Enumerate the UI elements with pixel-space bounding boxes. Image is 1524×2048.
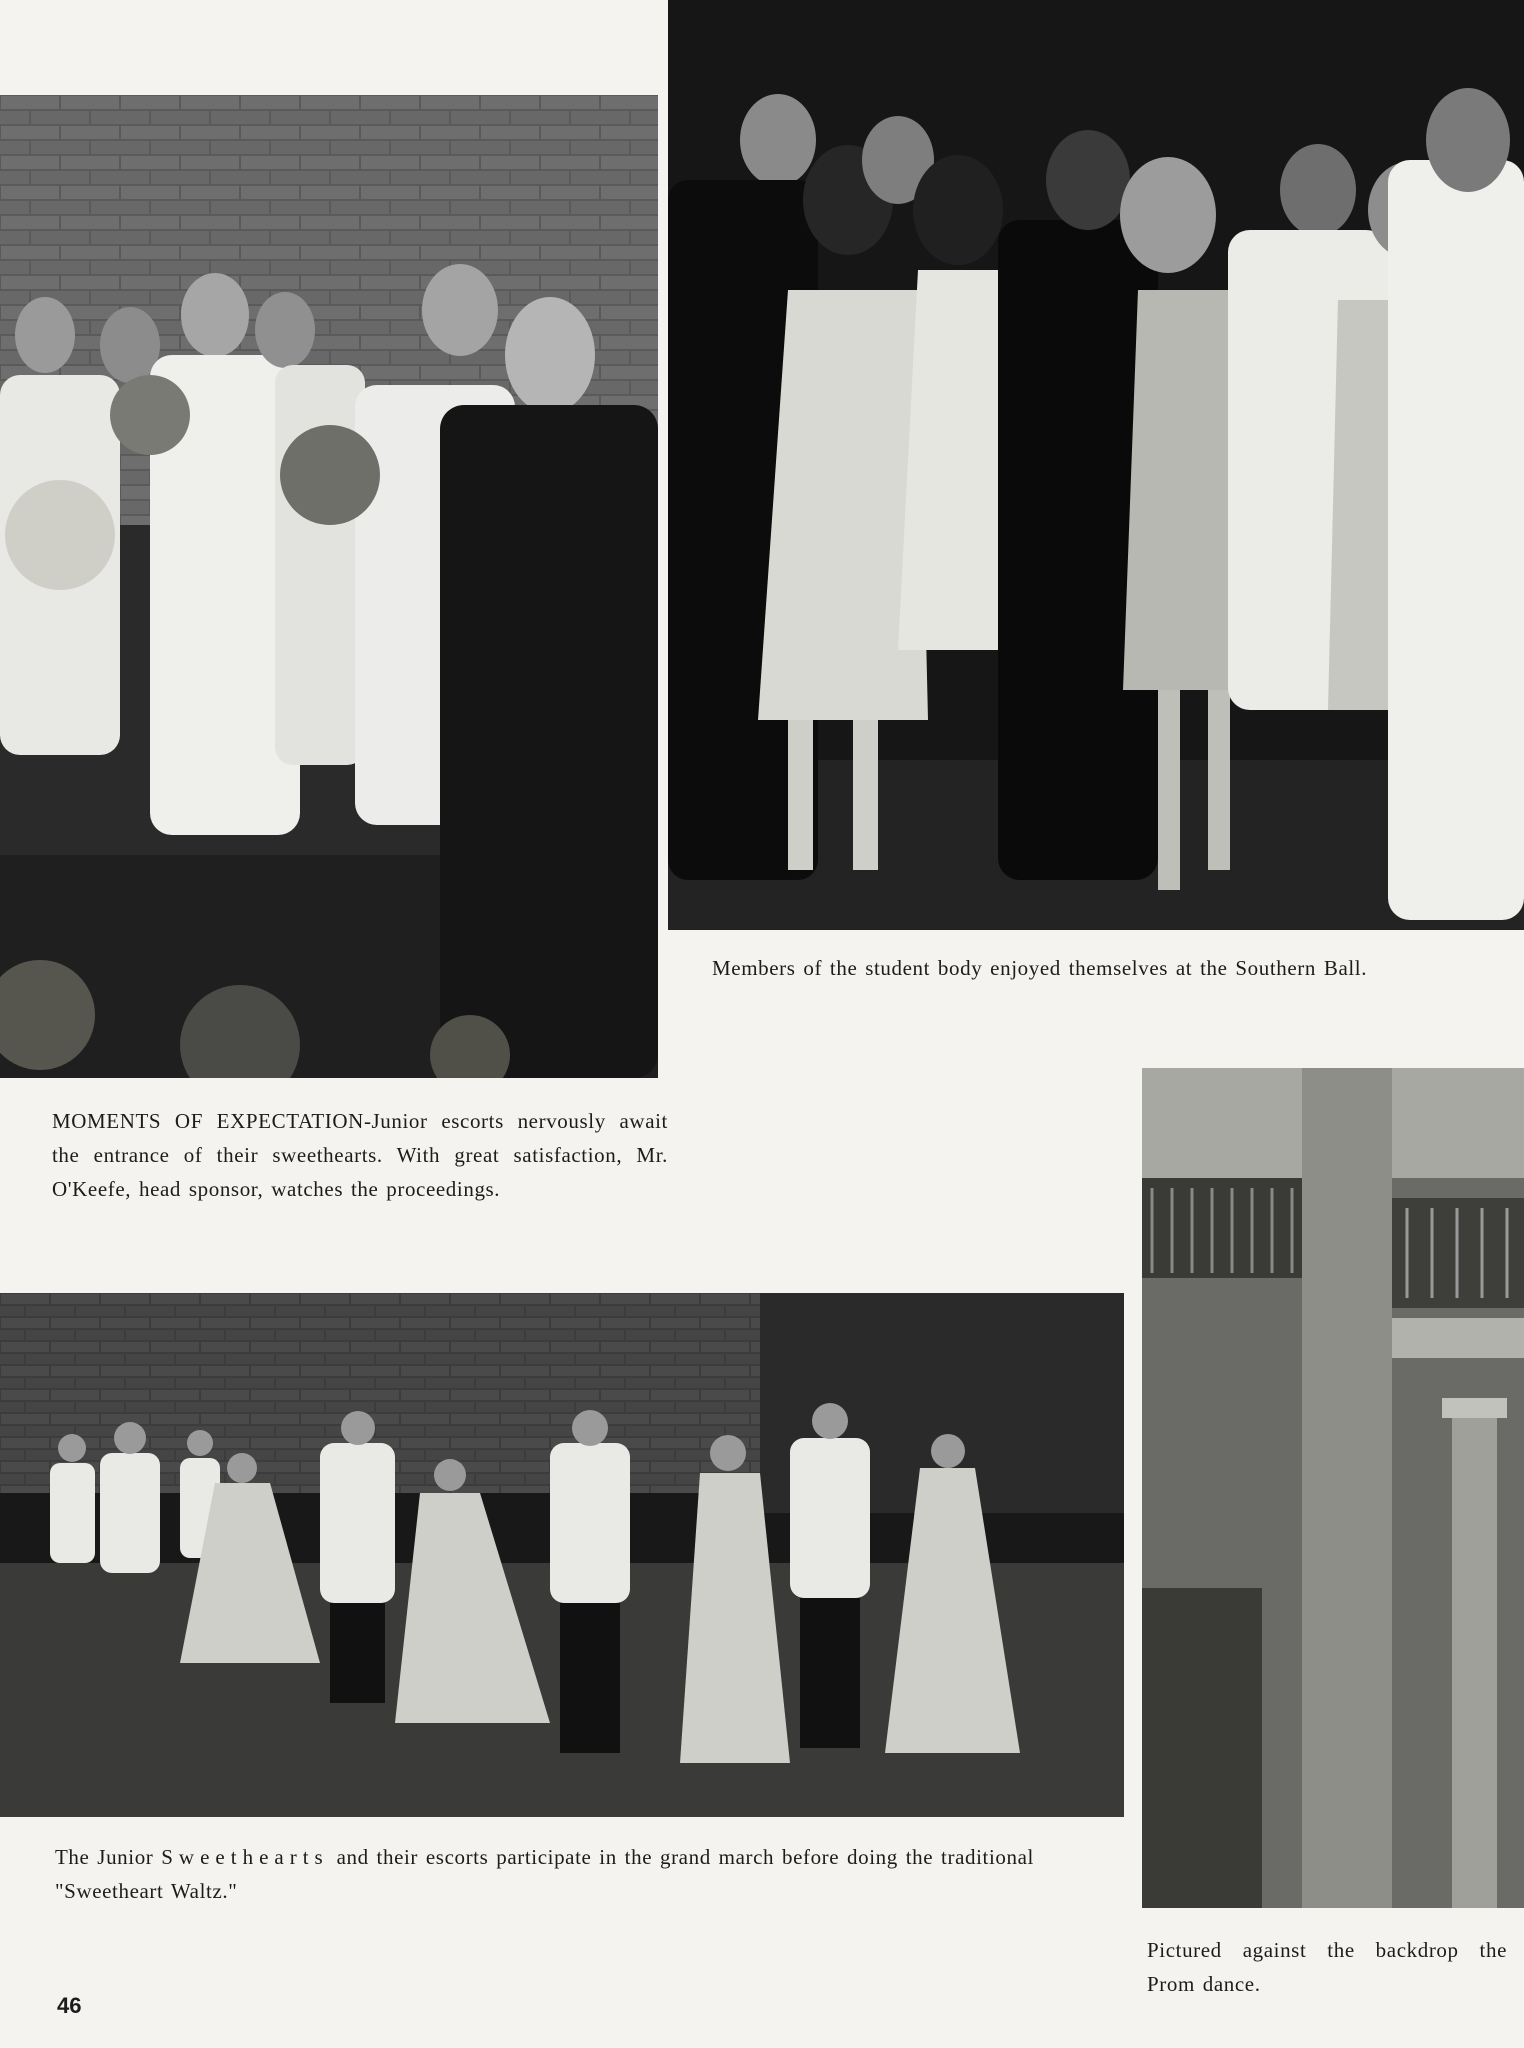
- caption-escorts: [52, 1104, 668, 1206]
- caption-grand-march-start: The Junior: [55, 1845, 162, 1869]
- caption-backdrop: Pictured against the backdrop the Prom dance.: [1147, 1938, 1507, 1996]
- photo-grand-march: [0, 1293, 1124, 1817]
- photo-couples-dancing: [668, 0, 1524, 930]
- photo-prom-backdrop: [1142, 1068, 1524, 1908]
- caption-escorts-heading: MOMENTS OF EXPECTATION: [52, 1109, 364, 1133]
- page-number: 46: [57, 1993, 82, 2018]
- caption-grand-march-sweethearts: Sweethearts: [161, 1845, 329, 1869]
- caption-dancers: Members of the student body enjoyed themselves at the Southern Ball.: [712, 956, 1368, 980]
- caption-grand-march-end: and their escorts participate in the grand march before doing the traditional "Sweetheart Waltz.": [55, 1845, 1034, 1903]
- photo-escorts-waiting: [0, 95, 658, 1078]
- caption-escorts-body: -Junior escorts nervously await the entrance of their sweethearts. With great satisfaction, Mr. O'Keefe, head sponsor, watches the proceedings.: [52, 1109, 668, 1201]
- caption-grand-march: [55, 1840, 1115, 1908]
